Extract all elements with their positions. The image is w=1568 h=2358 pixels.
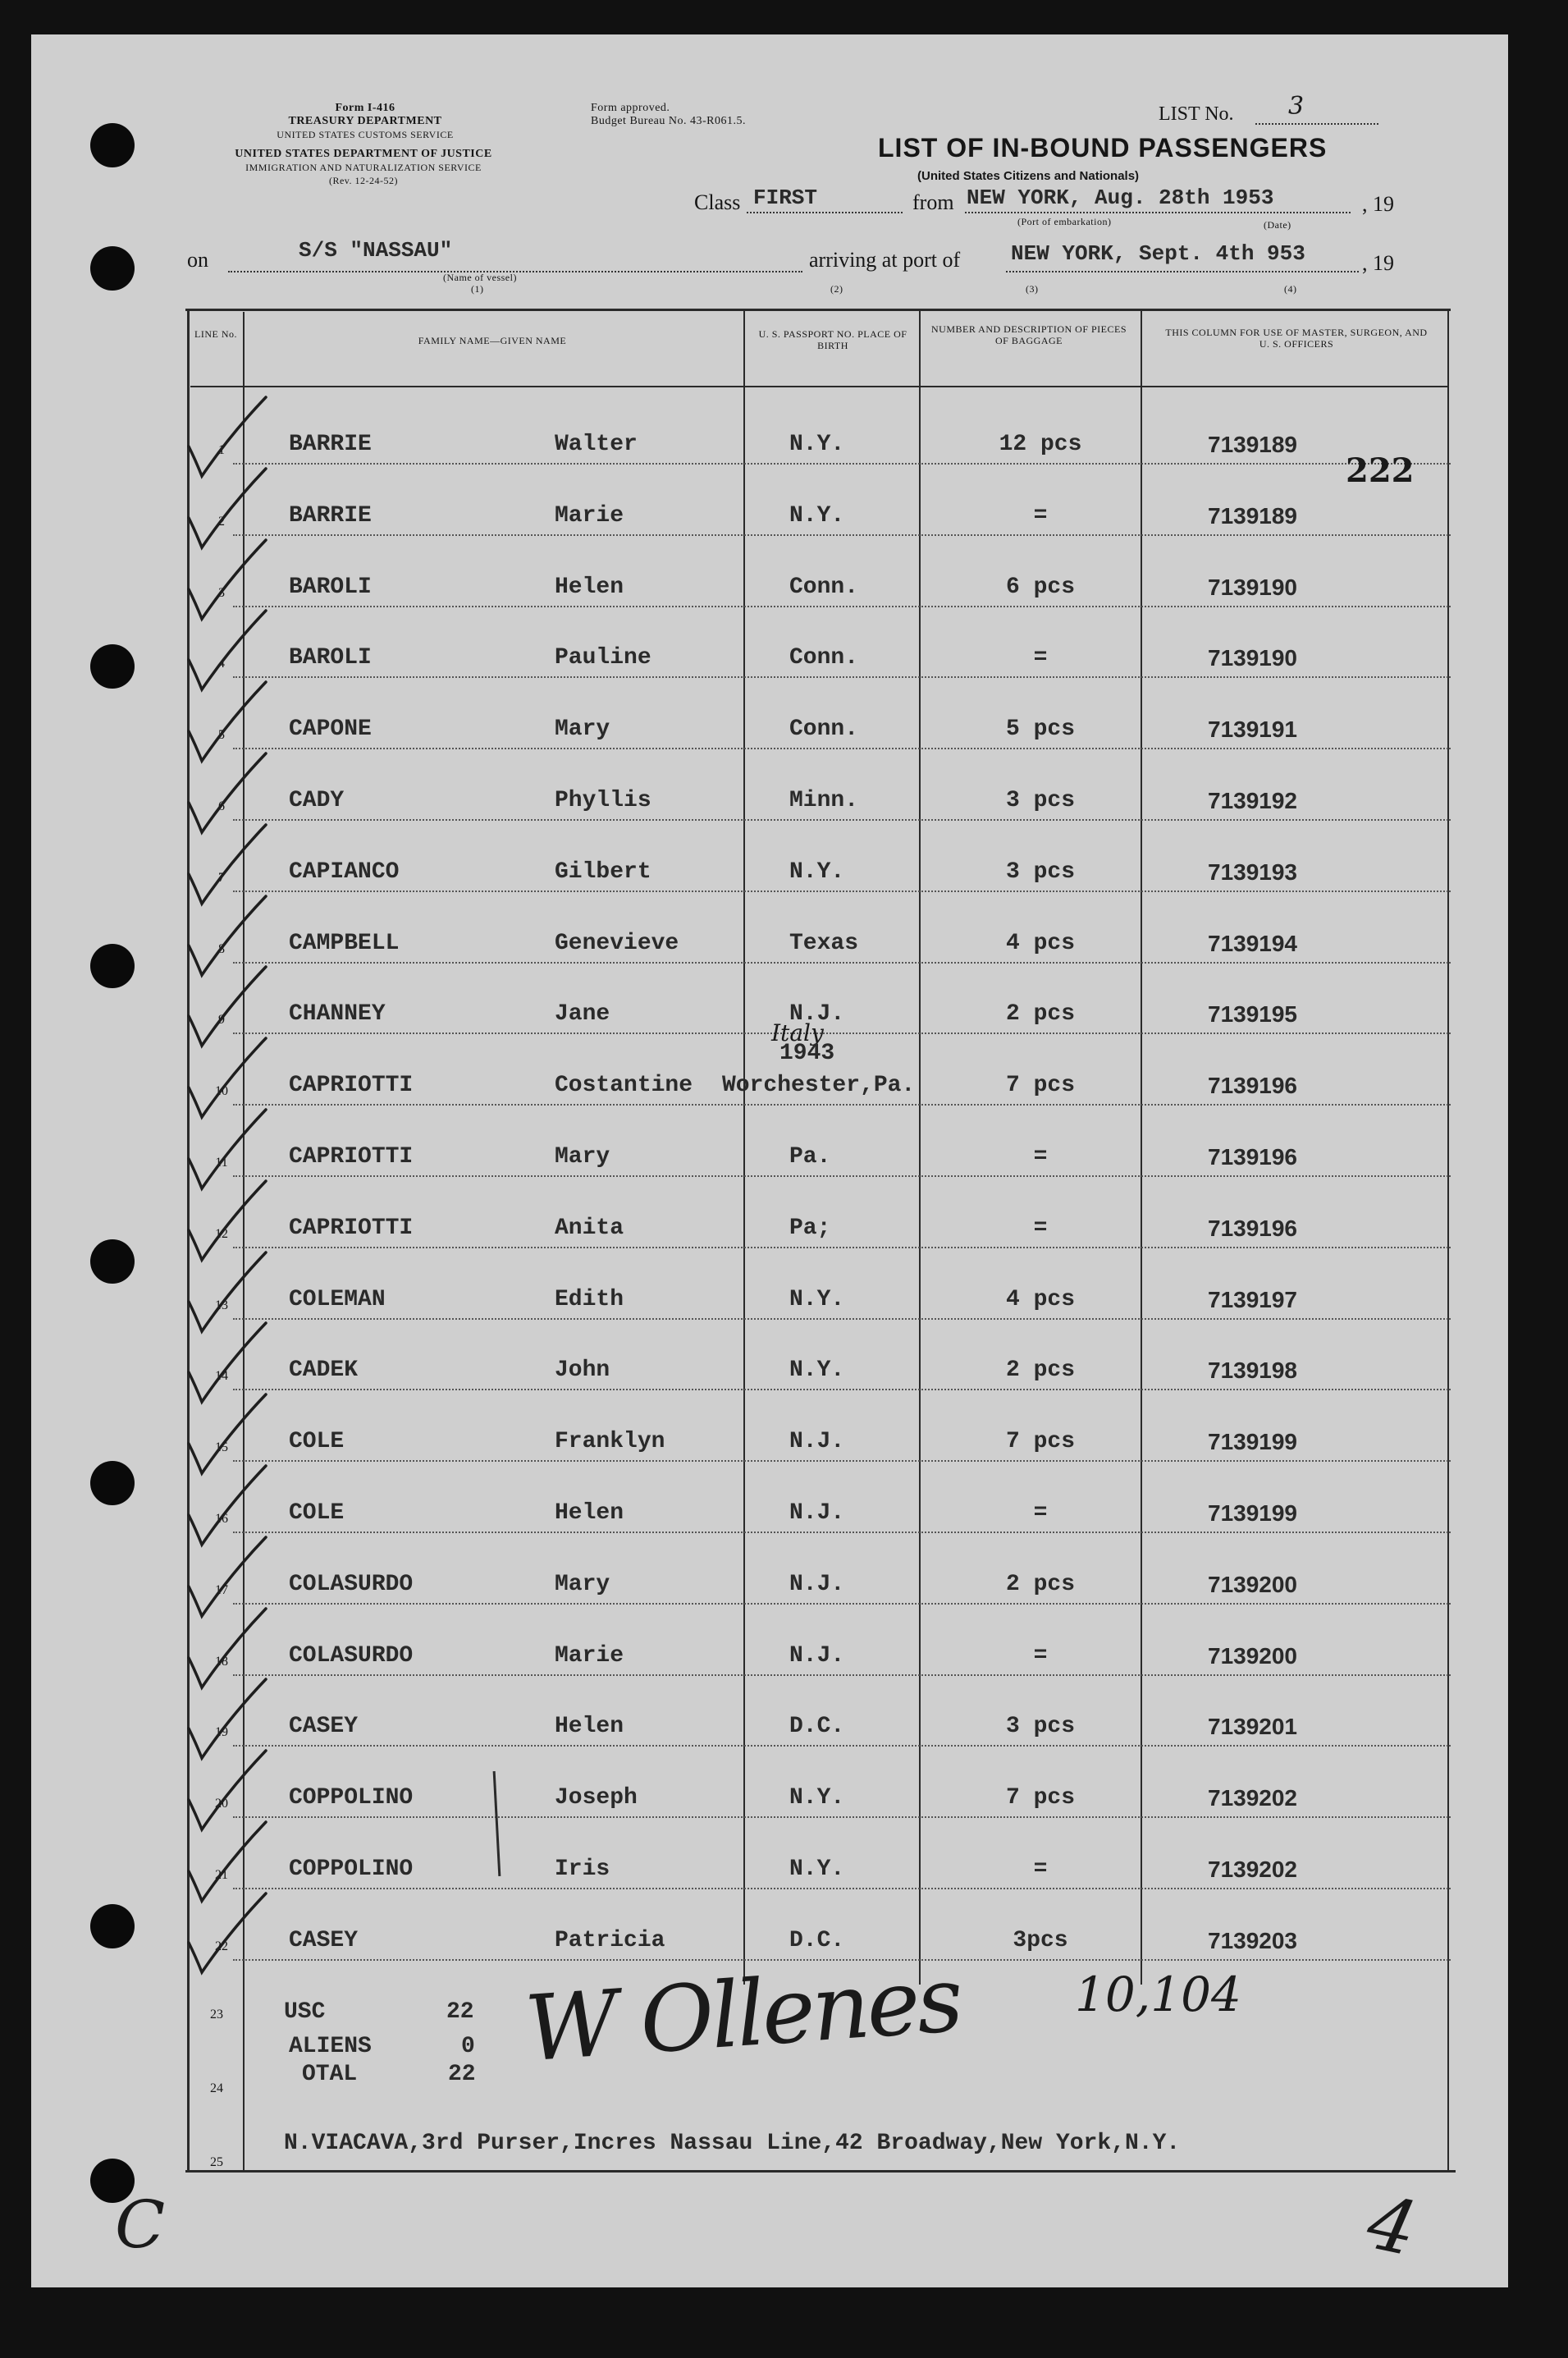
officer-number: 7139199	[1208, 1429, 1298, 1455]
place-of-birth: N.J.	[789, 1500, 845, 1526]
family-name: CHANNEY	[289, 1001, 386, 1028]
line-number: 2	[218, 514, 225, 529]
line-number: 5	[218, 728, 225, 743]
place-of-birth: Worchester,Pa.	[722, 1073, 916, 1099]
baggage: 12 pcs	[999, 432, 1082, 457]
usc-label: USC	[284, 1999, 326, 2025]
row-rule	[233, 891, 1451, 893]
revision-date: (Rev. 12-24-52)	[328, 175, 399, 186]
list-no-value: 3	[1288, 92, 1305, 121]
family-name: CASEY	[289, 1927, 359, 1953]
family-name: CAMPBELL	[289, 930, 400, 956]
family-name: CAPRIOTTI	[289, 1144, 414, 1170]
family-name: COLE	[289, 1500, 345, 1526]
col-head-officers: THIS COLUMN FOR USE OF MASTER, SURGEON, AND U. S. OFFICERS	[1165, 327, 1428, 350]
given-name: Mary	[555, 1571, 610, 1597]
given-name: Mary	[555, 1144, 610, 1170]
binder-hole	[90, 1461, 135, 1505]
row-rule	[233, 676, 1451, 679]
place-of-birth: Pa.	[789, 1144, 831, 1170]
place-of-birth: Texas	[789, 930, 859, 956]
place-of-birth: Conn.	[789, 645, 859, 671]
officer-number: 7139190	[1208, 645, 1298, 671]
officer-number: 7139196	[1208, 1215, 1298, 1241]
baggage: 4 pcs	[1005, 1286, 1075, 1312]
given-name: Helen	[555, 574, 624, 600]
year-suffix-2: , 19	[1362, 251, 1394, 275]
on-label: on	[187, 248, 208, 272]
baggage: =	[1033, 502, 1048, 529]
justice-dept: UNITED STATES DEPARTMENT OF JUSTICE	[235, 148, 492, 160]
col-num-1: (1)	[471, 283, 484, 295]
line-number: 10	[215, 1084, 228, 1099]
baggage: 4 pcs	[1005, 930, 1075, 956]
baggage: =	[1033, 1642, 1048, 1669]
officer-number: 7139192	[1208, 788, 1298, 813]
check-mark-icon	[181, 1890, 279, 1980]
binder-hole	[90, 644, 135, 689]
baggage: 7 pcs	[1005, 1429, 1075, 1455]
page-title: LIST OF IN-BOUND PASSENGERS	[878, 133, 1328, 163]
baggage: 3 pcs	[1005, 1714, 1075, 1740]
row-rule	[233, 1389, 1451, 1391]
place-of-birth: N.J.	[789, 1642, 845, 1669]
family-name: COLASURDO	[289, 1571, 414, 1597]
left-margin-mark: C	[115, 2186, 166, 2263]
line-number: 20	[215, 1797, 228, 1811]
given-name: Phyllis	[555, 788, 651, 813]
date-note: (Date)	[1264, 219, 1291, 231]
binder-hole	[90, 1904, 135, 1948]
given-name: Joseph	[555, 1785, 638, 1811]
baggage: =	[1033, 1215, 1048, 1241]
officer-number: 7139200	[1208, 1571, 1298, 1597]
row-rule	[233, 606, 1451, 608]
family-name: COLEMAN	[289, 1286, 386, 1312]
family-name: BAROLI	[289, 645, 372, 671]
officer-number: 7139195	[1208, 1001, 1298, 1028]
baggage: 7 pcs	[1005, 1073, 1075, 1099]
class-value: FIRST	[753, 185, 818, 210]
side-number: 222	[1346, 451, 1415, 490]
baggage: =	[1033, 1144, 1048, 1170]
usc-value: 22	[446, 1999, 474, 2025]
line-25: 25	[210, 2155, 223, 2169]
baggage: 7 pcs	[1005, 1785, 1075, 1811]
place-of-birth: Minn.	[789, 788, 859, 813]
line-number: 16	[215, 1512, 228, 1526]
col-num-2: (2)	[830, 283, 843, 295]
place-of-birth: N.Y.	[789, 1286, 845, 1312]
officer-number: 7139199	[1208, 1500, 1298, 1526]
officer-number: 7139196	[1208, 1144, 1298, 1170]
family-name: COLE	[289, 1429, 345, 1455]
given-name: Mary	[555, 717, 610, 743]
col-head-baggage: NUMBER AND DESCRIPTION OF PIECES OF BAGGAGE	[930, 323, 1127, 346]
line-number: 19	[215, 1725, 228, 1740]
row-rule	[233, 1603, 1451, 1605]
col-num-4: (4)	[1284, 283, 1297, 295]
place-of-birth: Conn.	[789, 574, 859, 600]
given-name: Iris	[555, 1857, 610, 1882]
officer-number: 7139196	[1208, 1073, 1298, 1099]
col-head-line: LINE No.	[194, 328, 237, 340]
purser-line: N.VIACAVA,3rd Purser,Incres Nassau Line,42 Broadway,New York,N.Y.	[284, 2131, 1181, 2156]
family-name: CADY	[289, 788, 345, 813]
given-name: Edith	[555, 1286, 624, 1312]
given-name: Patricia	[555, 1927, 665, 1953]
ins-service: IMMIGRATION AND NATURALIZATION SERVICE	[245, 162, 482, 173]
family-name: CAPONE	[289, 717, 372, 743]
row-rule	[233, 962, 1451, 964]
place-of-birth: D.C.	[789, 1927, 845, 1953]
binder-hole	[90, 246, 135, 291]
total-label: OTAL	[302, 2062, 358, 2087]
customs-service: UNITED STATES CUSTOMS SERVICE	[277, 129, 454, 140]
baggage: 3pcs	[1013, 1927, 1068, 1953]
col-head-passport: U. S. PASSPORT NO. PLACE OF BIRTH	[758, 328, 907, 351]
row-rule	[233, 1104, 1451, 1106]
row-rule	[233, 1745, 1451, 1747]
place-of-birth: N.Y.	[789, 502, 845, 529]
officer-number: 7139202	[1208, 1785, 1298, 1811]
family-name: CADEK	[289, 1358, 359, 1384]
given-name: Pauline	[555, 645, 651, 671]
line-23: 23	[210, 2008, 223, 2021]
family-name: CAPRIOTTI	[289, 1215, 414, 1241]
vessel-note: (Name of vessel)	[443, 272, 517, 283]
officer-number: 7139189	[1208, 502, 1298, 529]
given-name: Marie	[555, 1642, 624, 1669]
line-number: 13	[215, 1298, 228, 1312]
given-name: Walter	[555, 432, 638, 457]
place-of-birth: Pa;	[789, 1215, 831, 1241]
line-number: 9	[218, 1013, 225, 1028]
baggage: 6 pcs	[1005, 574, 1075, 600]
vessel-name: S/S "NASSAU"	[299, 238, 453, 263]
given-name: Gilbert	[555, 858, 651, 885]
line-number: 22	[215, 1939, 228, 1953]
row-rule	[233, 1247, 1451, 1249]
budget-bureau: Budget Bureau No. 43-R061.5.	[591, 115, 746, 127]
line-number: 14	[215, 1369, 228, 1384]
place-of-birth: D.C.	[789, 1714, 845, 1740]
birth-country-note: Italy	[771, 1019, 824, 1046]
officer-number: 7139198	[1208, 1358, 1298, 1384]
officer-number: 7139202	[1208, 1857, 1298, 1882]
aliens-value: 0	[461, 2034, 475, 2059]
row-rule	[233, 1032, 1451, 1035]
place-of-birth: N.Y.	[789, 1785, 845, 1811]
baggage: 2 pcs	[1005, 1001, 1075, 1028]
baggage: 3 pcs	[1005, 858, 1075, 885]
family-name: COLASURDO	[289, 1642, 414, 1669]
signature-number: 10,104	[1075, 1967, 1241, 2022]
aliens-label: ALIENS	[289, 2034, 372, 2059]
baggage: 5 pcs	[1005, 717, 1075, 743]
inspector-signature: W Ollenes	[522, 1946, 963, 2082]
family-name: BAROLI	[289, 574, 372, 600]
arriving-label: arriving at port of	[809, 248, 961, 272]
line-number: 18	[215, 1654, 228, 1669]
class-label: Class	[694, 190, 741, 214]
given-name: Genevieve	[555, 930, 679, 956]
family-name: CAPRIOTTI	[289, 1073, 414, 1099]
officer-number: 7139190	[1208, 574, 1298, 600]
given-name: Marie	[555, 502, 624, 529]
line-number: 6	[218, 799, 225, 813]
arriving-value: NEW YORK, Sept. 4th 953	[1011, 241, 1305, 266]
place-of-birth: N.Y.	[789, 432, 845, 457]
officer-number: 7139201	[1208, 1714, 1298, 1740]
baggage: 3 pcs	[1005, 788, 1075, 813]
form-approved: Form approved.	[591, 102, 670, 114]
officer-number: 7139197	[1208, 1286, 1298, 1312]
given-name: Costantine	[555, 1073, 693, 1099]
baggage: =	[1033, 1857, 1048, 1882]
col-head-name: FAMILY NAME—GIVEN NAME	[418, 335, 567, 346]
family-name: COPPOLINO	[289, 1857, 414, 1882]
given-name: Jane	[555, 1001, 610, 1028]
line-number: 11	[215, 1156, 228, 1170]
line-number: 3	[218, 585, 225, 600]
row-rule	[233, 534, 1451, 537]
baggage: 2 pcs	[1005, 1571, 1075, 1597]
officer-number: 7139193	[1208, 858, 1298, 885]
line-number: 7	[218, 870, 225, 885]
baggage: =	[1033, 645, 1048, 671]
binder-hole	[90, 1239, 135, 1284]
given-name: Helen	[555, 1500, 624, 1526]
given-name: Franklyn	[555, 1429, 665, 1455]
line-number: 12	[215, 1226, 228, 1241]
given-name: Helen	[555, 1714, 624, 1740]
list-no-label: LIST No.	[1159, 103, 1234, 125]
row-rule	[233, 1888, 1451, 1890]
officer-number: 7139200	[1208, 1642, 1298, 1669]
year-suffix: , 19	[1362, 192, 1394, 216]
line-number: 15	[215, 1440, 228, 1455]
line-number: 17	[215, 1582, 228, 1597]
officer-number: 7139194	[1208, 930, 1298, 956]
row-rule	[233, 1816, 1451, 1819]
col-num-3: (3)	[1026, 283, 1039, 295]
place-of-birth: N.J.	[789, 1429, 845, 1455]
row-rule	[233, 463, 1451, 465]
from-label: from	[912, 190, 954, 214]
place-of-birth: N.J.	[789, 1571, 845, 1597]
family-name: BARRIE	[289, 502, 372, 529]
officer-number: 7139203	[1208, 1927, 1298, 1953]
family-name: COPPOLINO	[289, 1785, 414, 1811]
binder-hole	[90, 944, 135, 988]
row-rule	[233, 748, 1451, 750]
form-number: Form I-416	[335, 102, 395, 114]
page-subtitle: (United States Citizens and Nationals)	[917, 169, 1140, 183]
from-value: NEW YORK, Aug. 28th 1953	[967, 185, 1274, 210]
corner-mark: 4	[1360, 2179, 1424, 2273]
line-24: 24	[210, 2081, 223, 2095]
line-number: 21	[215, 1868, 228, 1882]
row-rule	[233, 1318, 1451, 1321]
officer-number: 7139191	[1208, 717, 1298, 743]
family-name: CASEY	[289, 1714, 359, 1740]
total-value: 22	[448, 2062, 476, 2087]
place-of-birth: N.Y.	[789, 858, 845, 885]
binder-hole	[90, 123, 135, 167]
family-name: CAPIANCO	[289, 858, 400, 885]
place-of-birth: N.Y.	[789, 1358, 845, 1384]
baggage: =	[1033, 1500, 1048, 1526]
given-name: Anita	[555, 1215, 624, 1241]
row-rule	[233, 1674, 1451, 1677]
row-rule	[233, 819, 1451, 822]
officer-number: 7139189	[1208, 432, 1298, 457]
birth-year-note: 1943	[779, 1041, 835, 1066]
line-number: 8	[218, 941, 225, 956]
place-of-birth: N.J.	[789, 1001, 845, 1028]
row-rule	[233, 1460, 1451, 1463]
row-rule	[233, 1532, 1451, 1534]
baggage: 2 pcs	[1005, 1358, 1075, 1384]
line-number: 1	[218, 443, 225, 457]
family-name: BARRIE	[289, 432, 372, 457]
treasury-dept: TREASURY DEPARTMENT	[288, 115, 442, 127]
embark-note: (Port of embarkation)	[1017, 216, 1112, 227]
place-of-birth: Conn.	[789, 717, 859, 743]
given-name: John	[555, 1358, 610, 1384]
row-rule	[233, 1175, 1451, 1178]
place-of-birth: N.Y.	[789, 1857, 845, 1882]
line-number: 4	[218, 657, 225, 671]
